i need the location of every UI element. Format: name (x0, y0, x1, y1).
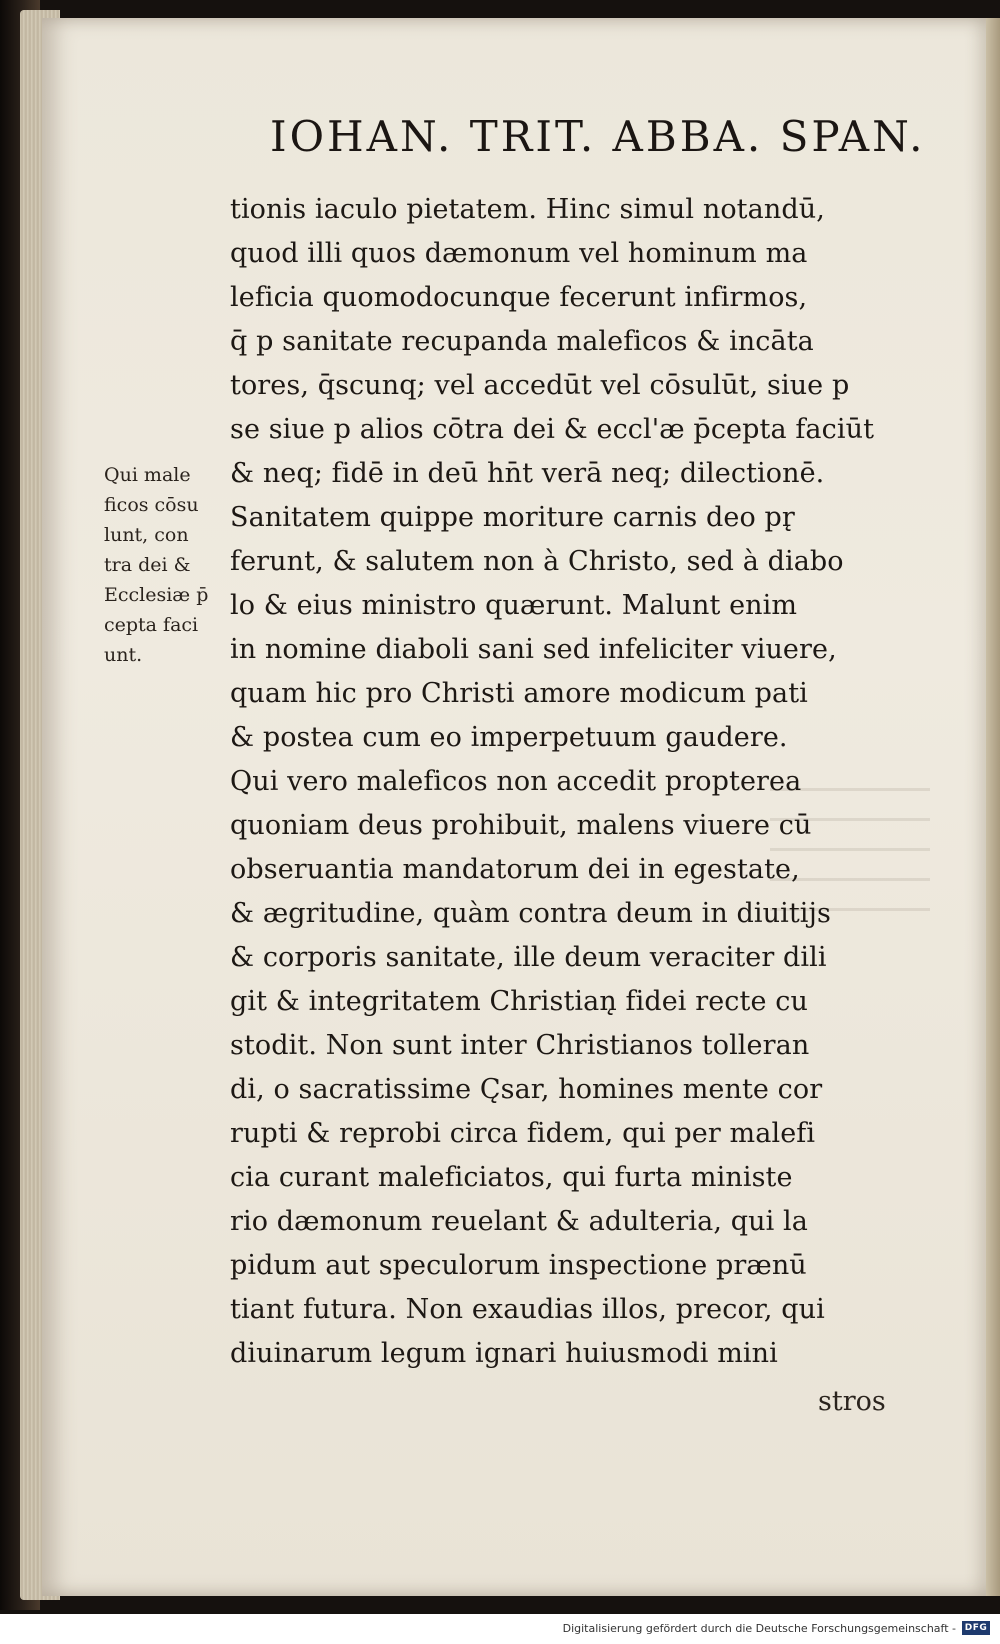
text-line: tores, q̄scunq; vel accedūt vel cōsulūt, siue p (230, 370, 850, 401)
running-head: IOHAN. TRIT. ABBA. SPAN. (270, 112, 926, 161)
dfg-logo: DFG (962, 1621, 990, 1635)
marginal-line: lunt, con (104, 524, 189, 546)
text-line: & corporis sanitate, ille deum veraciter dili (230, 942, 827, 973)
body-text (230, 188, 930, 1376)
text-line: obseruantia mandatorum dei in egestate, (230, 854, 800, 885)
text-line: lo & eius ministro quærunt. Malunt enim (230, 590, 798, 621)
text-line: ferunt, & salutem non à Christo, sed à diabo (230, 546, 844, 577)
marginal-line: tra dei & (104, 554, 191, 576)
text-line: git & integritatem Christian̨ fidei recte cu (230, 986, 808, 1017)
text-line: & neq; fidē in deū hn̄t verā neq; dilectionē. (230, 458, 825, 489)
facing-page-edge (986, 18, 1000, 1596)
text-line: Qui vero maleficos non accedit propterea (230, 766, 802, 797)
text-line: diuinarum legum ignari huiusmodi mini (230, 1338, 778, 1369)
text-line: cia curant maleficiatos, qui furta ministe (230, 1162, 793, 1193)
text-line: q̄ p sanitate recupanda maleficos & incāta (230, 326, 814, 357)
marginal-line: Ecclesiæ p̄ (104, 584, 209, 606)
text-line: & ægritudine, quàm contra deum in diuitijs (230, 898, 831, 929)
text-line: Sanitatem quippe moriture carnis deo pr̨ (230, 502, 795, 533)
marginal-line: Qui male (104, 464, 191, 486)
text-line: se siue p alios cōtra dei & eccl'æ p̄cepta faciūt (230, 414, 875, 445)
text-line: quam hic pro Christi amore modicum pati (230, 678, 808, 709)
text-line: di, o sacratissime C̨sar, homines mente cor (230, 1074, 823, 1105)
funding-credit: Digitalisierung gefördert durch die Deutsche Forschungsgemeinschaft - (562, 1622, 956, 1635)
text-line: pidum aut speculorum inspectione prænū (230, 1250, 807, 1281)
marginal-line: ficos cōsu (104, 494, 199, 516)
text-line: stodit. Non sunt inter Christianos tolleran (230, 1030, 810, 1061)
marginal-line: unt. (104, 644, 143, 666)
text-line: quod illi quos dæmonum vel hominum ma (230, 238, 808, 269)
text-line: quoniam deus prohibuit, malens viuere cū (230, 810, 812, 841)
text-line: rio dæmonum reuelant & adulteria, qui la (230, 1206, 808, 1237)
catchword: stros (818, 1386, 886, 1417)
text-line: rupti & reprobi circa fidem, qui per malefi (230, 1118, 816, 1149)
marginal-line: cepta faci (104, 614, 199, 636)
text-line: in nomine diaboli sani sed infeliciter viuere, (230, 634, 837, 665)
marginal-note (104, 460, 229, 670)
text-line: tiant futura. Non exaudias illos, precor, qui (230, 1294, 825, 1325)
text-line: & postea cum eo imperpetuum gaudere. (230, 722, 788, 753)
text-line: leficia quomodocunque fecerunt infirmos, (230, 282, 808, 313)
text-line: tionis iaculo pietatem. Hinc simul notandū, (230, 194, 825, 225)
